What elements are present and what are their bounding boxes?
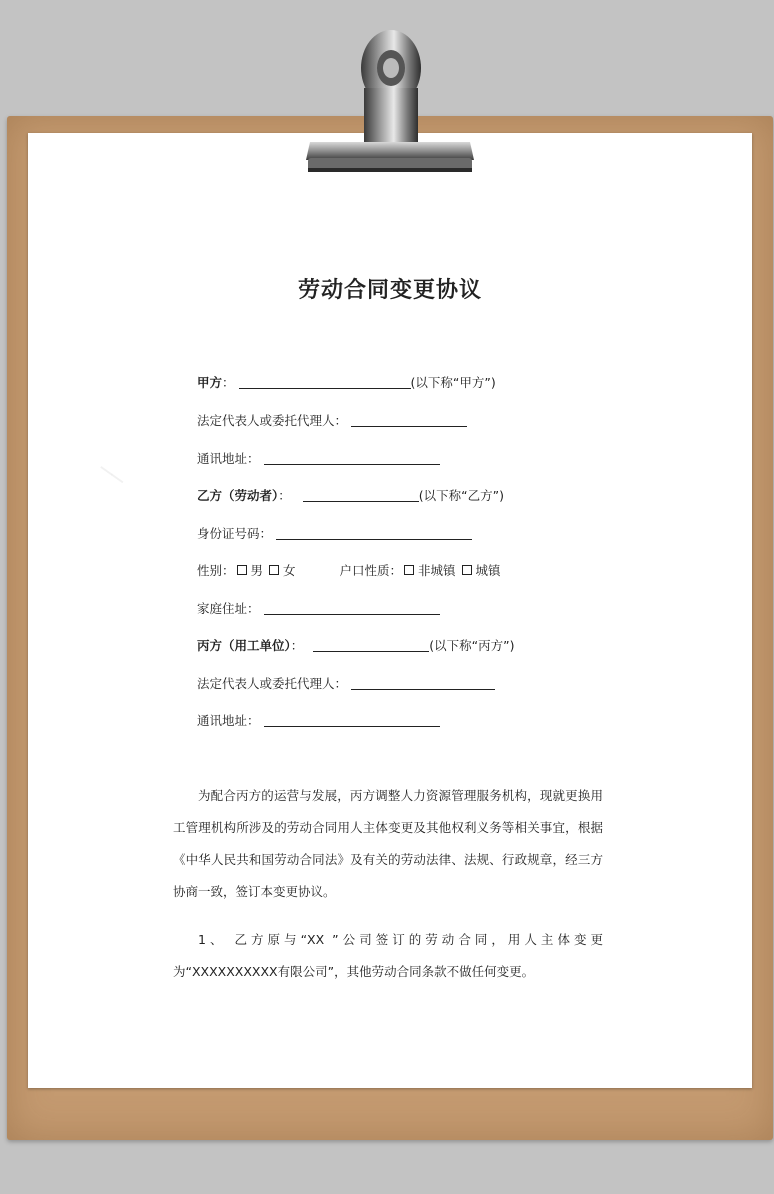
gender-label: 性别： bbox=[197, 563, 235, 578]
female-checkbox[interactable] bbox=[269, 565, 279, 575]
party-a-label: 甲方 bbox=[197, 375, 223, 390]
watermark: ── bbox=[93, 457, 130, 494]
party-c-label: 丙方（用工单位） bbox=[197, 638, 291, 653]
party-b-suffix: (以下称“乙方”) bbox=[418, 488, 504, 503]
binder-clip-icon bbox=[300, 24, 480, 184]
party-c-address-blank bbox=[264, 712, 440, 727]
party-c-representative-label: 法定代表人或委托代理人： bbox=[197, 676, 348, 691]
document-page bbox=[28, 133, 752, 1088]
id-number-label: 身份证号码： bbox=[197, 526, 273, 541]
party-a-representative-blank bbox=[351, 412, 467, 427]
non-urban-checkbox[interactable] bbox=[404, 565, 414, 575]
party-c-suffix: (以下称“丙方”) bbox=[429, 638, 515, 653]
party-b-label: 乙方（劳动者） bbox=[197, 488, 279, 503]
party-c-representative-blank bbox=[351, 675, 495, 690]
home-address-label: 家庭住址： bbox=[197, 601, 260, 616]
male-checkbox[interactable] bbox=[237, 565, 247, 575]
home-address-field bbox=[197, 600, 440, 618]
urban-option: 城镇 bbox=[475, 563, 501, 578]
non-urban-option: 非城镇 bbox=[418, 563, 456, 578]
party-c-address-field bbox=[197, 712, 440, 730]
gender-hukou-row bbox=[197, 562, 501, 580]
party-a-address-label: 通讯地址： bbox=[197, 451, 260, 466]
party-c-address-label: 通讯地址： bbox=[197, 713, 260, 728]
party-a-address-field bbox=[197, 450, 440, 468]
party-c-representative-field bbox=[197, 675, 495, 693]
hukou-label: 户口性质： bbox=[339, 563, 403, 578]
urban-checkbox[interactable] bbox=[462, 565, 472, 575]
clause-1-paragraph: 1、 乙方原与“XX ”公司签订的劳动合同，用人主体变更为“XXXXXXXXXX有限公司”，其他劳动合同条款不做任何变更。 bbox=[173, 932, 603, 979]
female-option: 女 bbox=[283, 563, 296, 578]
id-number-field bbox=[197, 525, 472, 543]
party-c-blank bbox=[313, 637, 429, 652]
party-b-blank bbox=[303, 487, 419, 502]
party-a-suffix: (以下称“甲方”) bbox=[410, 375, 496, 390]
id-number-blank bbox=[276, 525, 472, 540]
party-a-representative-label: 法定代表人或委托代理人： bbox=[197, 413, 348, 428]
intro-paragraph: 为配合丙方的运营与发展，丙方调整人力资源管理服务机构，现就更换用工管理机构所涉及的劳动合同用人主体变更及其他权利义务等相关事宜，根据《中华人民共和国劳动合同法》及有关的劳动法律、法规、行政规章，经三方协商一致，签订本变更协议。 bbox=[173, 788, 603, 899]
party-c-field: 丙方（用工单位）： (以下称“丙方”) bbox=[197, 638, 515, 653]
party-a-field: 甲方： (以下称“甲方”) bbox=[197, 375, 496, 390]
page-title: 劳动合同变更协议 bbox=[297, 278, 482, 303]
party-a-blank bbox=[239, 374, 411, 389]
party-a-address-blank bbox=[264, 450, 440, 465]
home-address-blank bbox=[264, 600, 440, 615]
party-a-representative-field bbox=[197, 412, 467, 430]
party-b-field: 乙方（劳动者）： (以下称“乙方”) bbox=[197, 488, 504, 503]
male-option: 男 bbox=[250, 563, 264, 578]
